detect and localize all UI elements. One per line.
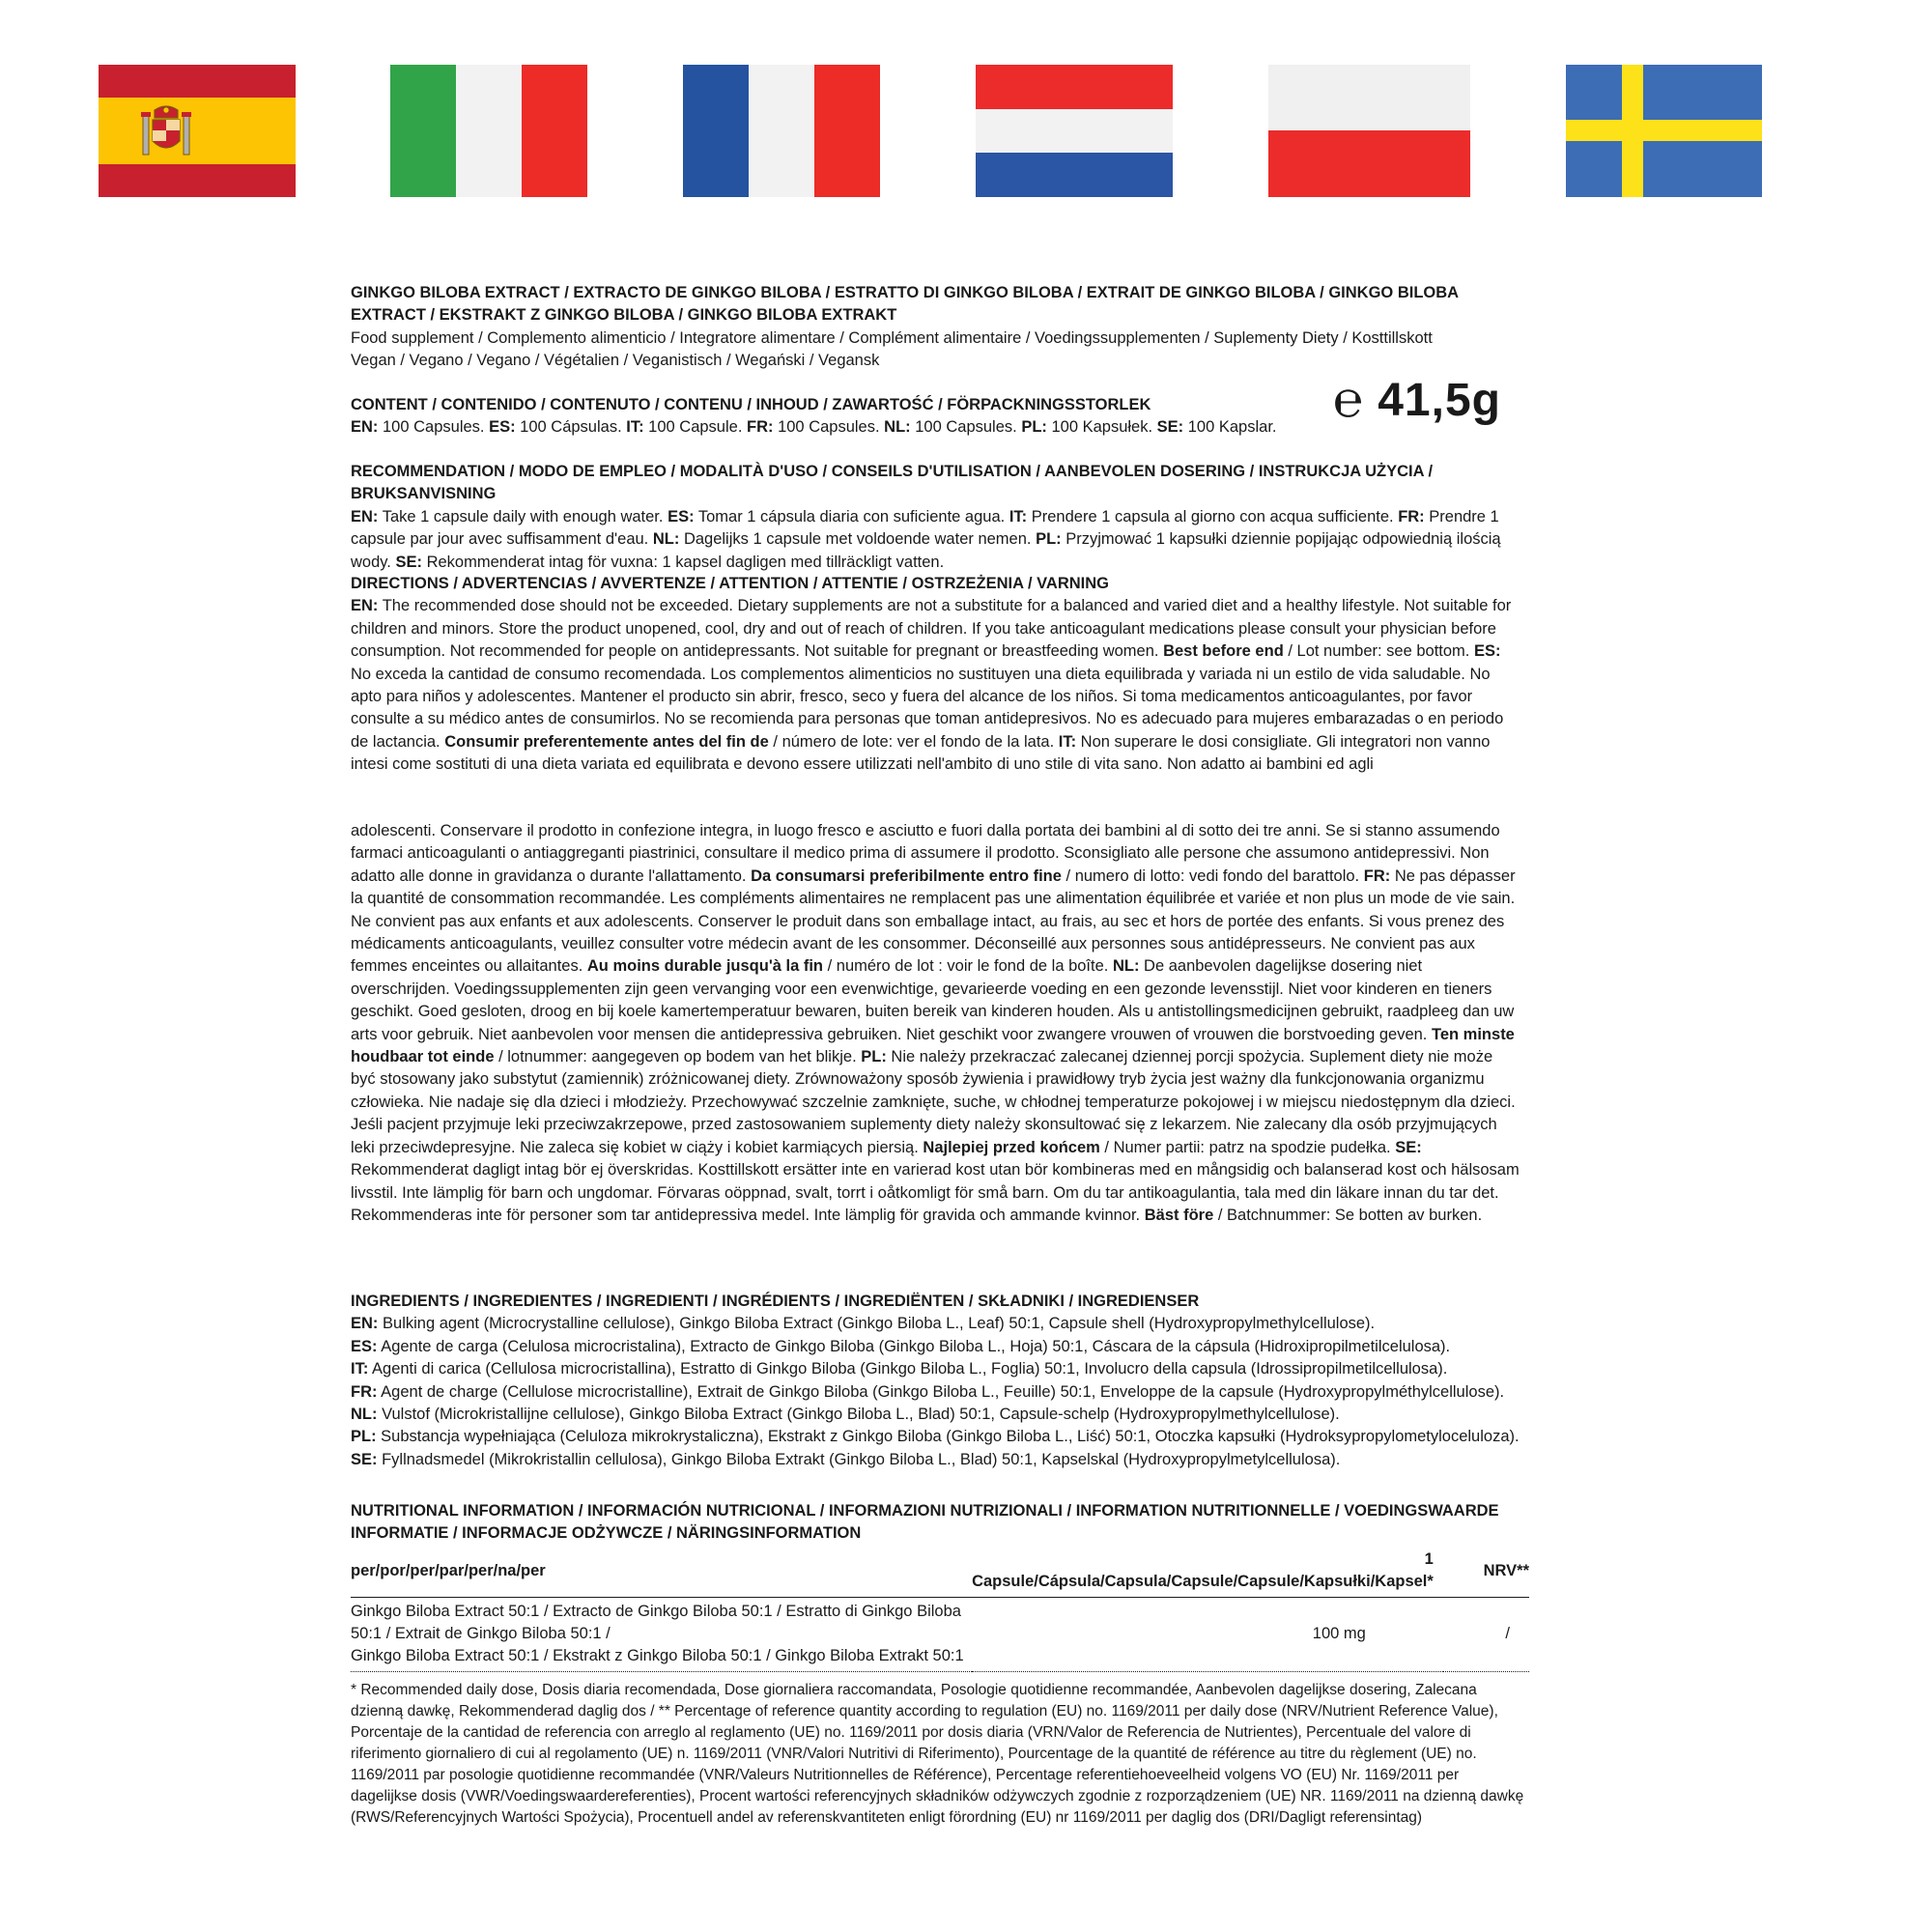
content-section bbox=[351, 394, 1317, 440]
ingredient-line: ES: Agente de carga (Celulosa microcristalina), Extracto de Ginkgo Biloba (Ginkgo Biloba L., Hoja) 50:1, Cáscara de la cápsula (Hidroxipropilmetilcelulosa). bbox=[351, 1337, 1451, 1355]
col-nrv: NRV** bbox=[1443, 1546, 1529, 1597]
spain-flag-icon bbox=[99, 65, 296, 197]
ingredient-line: SE: Fyllnadsmedel (Mikrokristallin cellulosa), Ginkgo Biloba Extrakt (Ginkgo Biloba L., Blad) 50:1, Kapselskal (Hydroxypropylmetylcellulosa). bbox=[351, 1450, 1341, 1468]
estimated-sign-icon: ℮ bbox=[1333, 372, 1365, 428]
product-title: GINKGO BILOBA EXTRACT / EXTRACTO DE GINKGO BILOBA / ESTRATTO DI GINKGO BILOBA / EXTRAIT DE GINKGO BILOBA / GINKGO BILOBA EXTRACT / EKSTRAKT Z GINKGO BILOBA / GINKGO BILOBA EXTRAKT bbox=[351, 284, 1459, 325]
col-serving: 1 Capsule/Cápsula/Capsula/Capsule/Capsule/Kapsułki/Kapsel* bbox=[972, 1546, 1443, 1597]
italy-flag-icon bbox=[390, 65, 587, 197]
net-weight bbox=[1333, 371, 1501, 429]
product-type: Food supplement / Complemento alimenticio / Integratore alimentare / Complément alimentaire / Voedingssupplementen / Suplementy Diety / Kosttillskott bbox=[351, 328, 1433, 347]
poland-flag-icon bbox=[1268, 65, 1470, 197]
ingredient-line: IT: Agenti di carica (Cellulosa microcristallina), Estratto di Ginkgo Biloba (Ginkgo Biloba L., Foglia) 50:1, Involucro della capsula (Idrossipropilmetilcellulosa). bbox=[351, 1360, 1448, 1378]
ingredient-line: PL: Substancja wypełniająca (Celuloza mikrokrystaliczna), Ekstrakt z Ginkgo Biloba (Ginkgo Biloba L., Liść) 50:1, Otoczka kapsułki (Hydroksypropylometyloceluloza). bbox=[351, 1428, 1520, 1446]
recommendation-section bbox=[351, 461, 1520, 574]
col-per: per/por/per/par/per/na/per bbox=[351, 1546, 972, 1597]
net-weight-value: 41,5g bbox=[1378, 374, 1501, 426]
ingredients-heading: INGREDIENTS / INGREDIENTES / INGREDIENTI / INGRÉDIENTS / INGREDIËNTEN / SKŁADNIKI / INGREDIENSER bbox=[351, 1293, 1200, 1310]
france-flag-icon bbox=[683, 65, 880, 197]
ingredients-section bbox=[351, 1291, 1548, 1471]
nutrition-section bbox=[351, 1500, 1529, 1829]
directions-text-part2: adolescenti. Conservare il prodotto in confezione integra, in luogo fresco e asciutto e fuori dalla portata dei bambini al di sotto dei tre anni. Se si stanno assumendo farmaci anticoagulanti o antiaggreganti piastrinici, consultare il medico prima di assumere il prodotto. Sconsigliato alle persone che assumono antidepressivi. Non adatto alle donne in gravidanza o durante l'allattamento. Da consumarsi preferibilmente entro fine / numero di lotto: vedi fondo del barattolo. FR: Ne pas dépasser la quantité de consommation recommandée. Les compléments alimentaires ne remplacent pas une alimentation équilibrée et variée et non plus un mode de vie sain. Ne convient pas aux enfants et aux adolescents. Conserver le produit dans son emballage intact, au frais, au sec et hors de portée des enfants. Si vous prenez des médicaments anticoagulants, veuillez consulter votre médecin avant de les consommer. Déconseillé aux personnes sous antidépresseurs. Ne convient pas aux femmes enceintes ou allaitantes. Au moins durable jusqu'à la fin / numéro de lot : voir le fond de la boîte. NL: De aanbevolen dagelijkse dosering niet overschrijden. Voedingssupplementen zijn geen vervanging voor een evenwichtige, gevarieerde voeding en een gezonde levensstijl. Niet voor kinderen en tieners geschikt. Goed gesloten, droog en bij koele kamertemperatuur bewaren, buiten bereik van kinderen houden. Als u antistollingsmedicijnen gebruikt, raadpleeg dan uw arts voor gebruik. Niet aanbevolen voor mensen die antidepressiva gebruiken. Niet geschikt voor zwangere vrouwen of vrouwen die borstvoeding geven. Ten minste houdbaar tot einde / lotnummer: aangegeven op bodem van het blikje. PL: Nie należy przekraczać zalecanej dziennej porcji spożycia. Suplement diety nie może być stosowany jako substytut (zamiennik) zróżnicowanej diety. Zrównoważony sposób żywienia i prawidłowy tryb życia jest ważny dla funkcjonowania organizmu człowieka. Nie nadaje się dla dzieci i młodzieży. Przechowywać szczelnie zamknięte, suche, w chłodnej temperaturze pokojowej i w miejscu niedostępnym dla dzieci. Jeśli pacjent przyjmuje leki przeciwzakrzepowe, przed zastosowaniem suplementy diety należy skonsultować się z lekarzem. Nie zalecany dla osób przyjmujących leki przeciwdepresyjne. Nie zaleca się kobiet w ciąży i kobiet karmiących piersią. Najlepiej przed końcem / Numer partii: patrz na spodzie pudełka. SE: Rekommenderat dagligt intag bör ej överskridas. Kosttillskott ersätter inte en varierad kost utan bör kombineras med en mångsidig och balanserad kost och hälsosam livsstil. Inte lämplig för barn och ungdomar. Förvaras oöppnad, svalt, torrt i oåtkomligt för små barn. Om du tar antikoagulantia, tala med din läkare innan du tar det. Rekommenderas inte för personer som tar antidepressiva medel. Inte lämplig för gravida och ammande kvinnor. Bäst före / Batchnummer: Se botten av burken. bbox=[351, 822, 1520, 1224]
sweden-flag-icon bbox=[1566, 65, 1762, 197]
nutrition-table bbox=[351, 1546, 1529, 1672]
nutrition-footnote: * Recommended daily dose, Dosis diaria recomendada, Dose giornaliera raccomandata, Posologie quotidienne recommandée, Aanbevolen dagelijkse dosering, Zalecana dzienną dawkę, Rekommenderad daglig dos / ** Percentage of reference quantity according to regulation (EU) no. 1169/2011 per daily dose (NRV/Nutrient Reference Value), Porcentaje de la cantidad de referencia con arreglo al reglamento (UE) no. 1169/2011 por dosis diaria (VRN/Valor de Referencia de Nutrientes), Percentuale del valore di riferimento giornaliero di cui al regolamento (UE) n. 1169/2011 (VNR/Valori Nutritivi di Riferimento), Pourcentage de la quantité de référence au titre du règlement (UE) no. 1169/2011 par posologie quotidienne recommandée (VNR/Valeurs Nutritionnelles de Référence), Percentage referentiehoeveelheid volgens VO (EU) Nr. 1169/2011 per dagelijkse dosis (VWR/Voedingswaardereferenties), Procent wartości referencyjnych składników odżywczych zgodnie z rozporządzeniem (UE) NR. 1169/2011 na dzienną dawkę (RWS/Referencyjnych Wartości Spożycia), Procentuell andel av referenskvantiteten enligt förordning (EU) nr 1169/2011 per daglig dos (DRI/Dagligt referensintag) bbox=[351, 1681, 1524, 1826]
content-heading: CONTENT / CONTENIDO / CONTENUTO / CONTENU / INHOUD / ZAWARTOŚĆ / FÖRPACKNINGSSTORLEK bbox=[351, 396, 1151, 413]
nutrition-table-row bbox=[351, 1597, 1529, 1671]
netherlands-flag-icon bbox=[976, 65, 1173, 197]
ingredient-line: NL: Vulstof (Microkristallijne cellulose), Ginkgo Biloba Extract (Ginkgo Biloba L., Blad) 50:1, Capsule-schelp (Hydroxypropylmethylcellulose). bbox=[351, 1406, 1340, 1424]
recommendation-heading: RECOMMENDATION / MODO DE EMPLEO / MODALITÀ D'USO / CONSEILS D'UTILISATION / AANBEVOLEN DOSERING / INSTRUKCJA UŻYCIA / BRUKSANVISNING bbox=[351, 463, 1434, 503]
product-header bbox=[351, 282, 1529, 373]
row-nrv: / bbox=[1443, 1597, 1529, 1671]
directions-text-part1: EN: The recommended dose should not be exceeded. Dietary supplements are not a substitute for a balanced and varied diet and a healthy lifestyle. Not suitable for children and minors. Store the product unopened, cool, dry and out of reach of children. If you take anticoagulant medications please consult your physician before consumption. Not recommended for people on antidepressants. Not suitable for pregnant or breastfeeding women. Best before end / Lot number: see bottom. ES: No exceda la cantidad de consumo recomendada. Los complementos alimenticios no sustituyen una dieta equilibrada y variada ni un estilo de vida saludable. No apto para niños y adolescentes. Mantener el producto sin abrir, fresco, seco y fuera del alcance de los niños. Si toma medicamentos anticoagulantes, por favor consulte a su médico antes de consumirlos. No se recomienda para personas que toman antidepresivos. No es adecuado para mujeres embarazadas o en periodo de lactancia. Consumir preferentemente antes del fin de / número de lote: ver el fondo de la lata. IT: Non superare le dosi consigliate. Gli integratori non vanno intesi come sostituti di una dieta variata ed equilibrata e devono essere utilizzati nell'ambito di uno stile di vita sano. Non adatto ai bambini ed agli bbox=[351, 597, 1512, 774]
recommendation-text: EN: Take 1 capsule daily with enough water. ES: Tomar 1 cápsula diaria con suficiente agua. IT: Prendere 1 capsula al giorno con acqua sufficiente. FR: Prendre 1 capsule par jour avec suffisamment d'eau. NL: Dagelijks 1 capsule met voldoende water nemen. PL: Przyjmować 1 kapsułki dziennie popijając odpowiednią ilością wody. SE: Rekommenderat intag för vuxna: 1 kapsel dagligen med tillräckligt vatten. bbox=[351, 507, 1501, 571]
directions-heading: DIRECTIONS / ADVERTENCIAS / AVVERTENZE / ATTENTION / ATTENTIE / OSTRZEŻENIA / VARNING bbox=[351, 575, 1109, 592]
directions-continued bbox=[351, 820, 1520, 1227]
content-text: EN: 100 Capsules. ES: 100 Cápsulas. IT: 100 Capsule. FR: 100 Capsules. NL: 100 Capsules. PL: 100 Kapsułek. SE: 100 Kapslar. bbox=[351, 418, 1277, 437]
row-name: Ginkgo Biloba Extract 50:1 / Extracto de Ginkgo Biloba 50:1 / Estratto di Ginkgo Biloba 50:1 / Extrait de Ginkgo Biloba 50:1 / Ginkgo Biloba Extract 50:1 / Ekstrakt z Ginkgo Biloba 50:1 / Ginkgo Biloba Extrakt 50:1 bbox=[351, 1597, 972, 1671]
nutrition-heading: NUTRITIONAL INFORMATION / INFORMACIÓN NUTRICIONAL / INFORMAZIONI NUTRIZIONALI / INFORMATION NUTRITIONNELLE / VOEDINGSWAARDE INFORMATIE / INFORMACJE ODŻYWCZE / NÄRINGSINFORMATION bbox=[351, 1502, 1499, 1543]
ingredient-line: EN: Bulking agent (Microcrystalline cellulose), Ginkgo Biloba Extract (Ginkgo Biloba L., Leaf) 50:1, Capsule shell (Hydroxypropylmethylcellulose). bbox=[351, 1315, 1376, 1333]
ingredient-line: FR: Agent de charge (Cellulose microcristalline), Extrait de Ginkgo Biloba (Ginkgo Biloba L., Feuille) 50:1, Enveloppe de la capsule (Hydroxypropylméthylcellulose). bbox=[351, 1382, 1505, 1401]
directions-section bbox=[351, 573, 1520, 777]
row-amount: 100 mg bbox=[972, 1597, 1443, 1671]
product-vegan: Vegan / Vegano / Vegano / Végétalien / Veganistisch / Wegański / Vegansk bbox=[351, 352, 880, 370]
nutrition-table-header bbox=[351, 1546, 1529, 1597]
